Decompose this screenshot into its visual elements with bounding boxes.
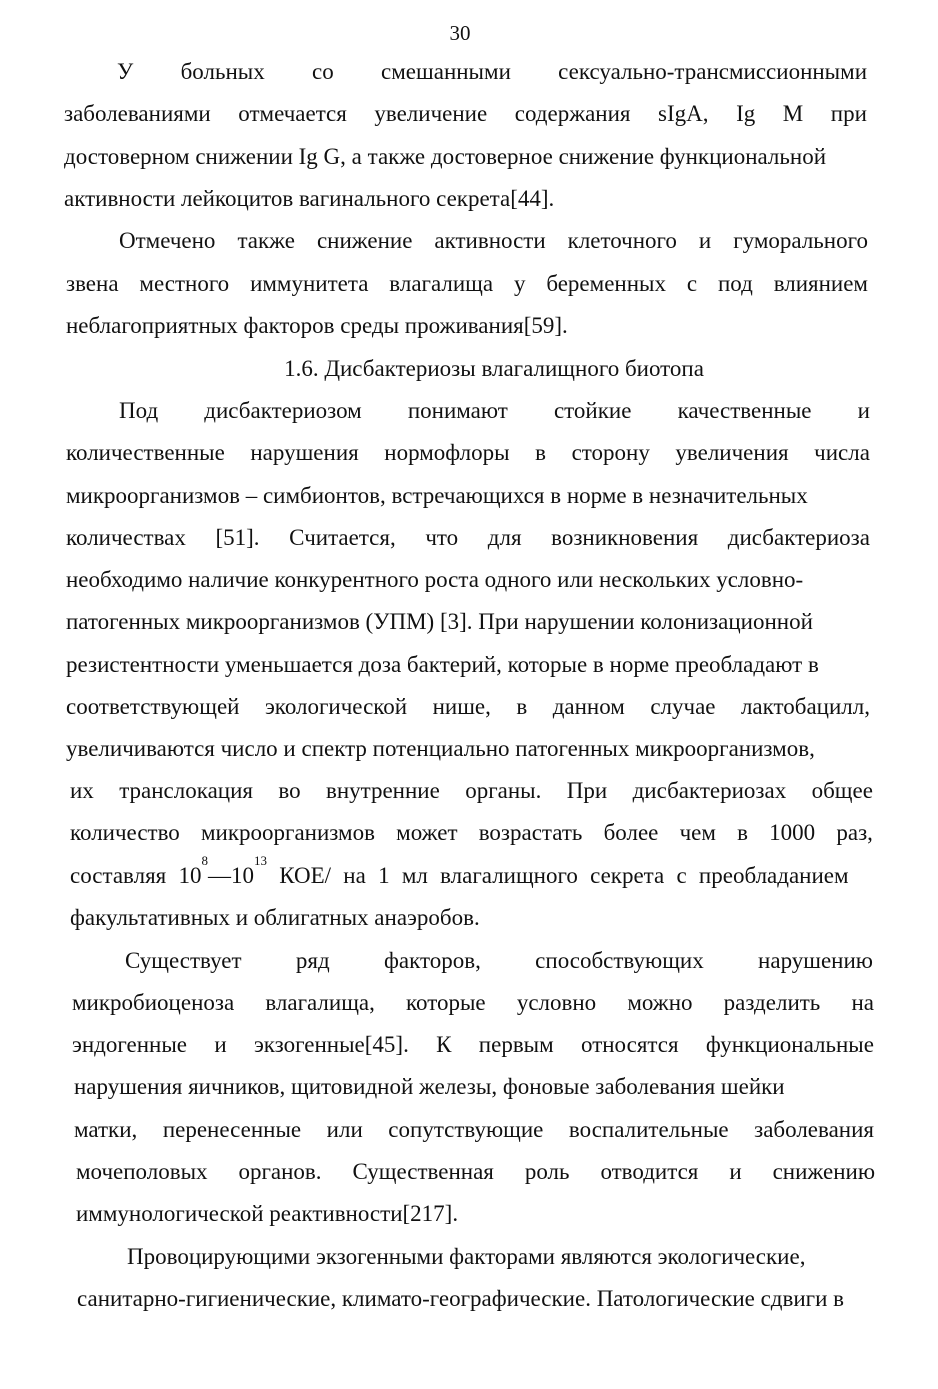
text-line: иммунологической реактивности[217]. — [76, 1201, 459, 1226]
word: в — [737, 820, 748, 845]
text-line: увеличиваются число и спектр потенциально патогенных микроорганизмов, — [66, 736, 815, 761]
word: влиянием — [773, 271, 868, 296]
word: и — [729, 1159, 742, 1184]
text-line — [72, 988, 874, 1018]
word: для — [487, 525, 522, 550]
text-line: патогенных микроорганизмов (УПМ) [3]. При нарушении колонизационной — [66, 609, 813, 634]
word: нарушению — [758, 948, 873, 973]
word: К — [436, 1032, 452, 1057]
text-line: нарушения яичников, щитовидной железы, фоновые заболевания шейки — [74, 1074, 785, 1099]
word: возникновения — [551, 525, 699, 550]
text-line: микроорганизмов – симбионтов, встречающихся в норме в незначительных — [66, 483, 808, 508]
section-heading: 1.6. Дисбактериозы влагалищного биотопа — [284, 356, 704, 381]
text-line — [117, 57, 867, 87]
word: под — [717, 271, 753, 296]
word: функциональные — [705, 1032, 874, 1057]
word: Ig — [736, 101, 756, 126]
word: можно — [627, 990, 693, 1015]
word: сторону — [571, 440, 650, 465]
word: данном — [552, 694, 625, 719]
text-line: санитарно-гигиенические, климато-географические. Патологические сдвиги в — [77, 1286, 845, 1311]
text-fragment: —10 — [207, 863, 254, 888]
word: гуморального — [733, 228, 868, 253]
word: экзогенные[45]. — [253, 1032, 409, 1057]
text-line — [119, 226, 868, 256]
word: больных — [180, 59, 265, 84]
word: отводится — [600, 1159, 699, 1184]
word: звена — [66, 271, 119, 296]
word: воспалительные — [568, 1117, 729, 1142]
text-line: резистентности уменьшается доза бактерий, которые в норме преобладают в — [66, 652, 819, 677]
word: у — [513, 271, 526, 296]
word: во — [278, 778, 301, 803]
word: понимают — [407, 398, 508, 423]
word: может — [396, 820, 458, 845]
word: заболевания — [754, 1117, 874, 1142]
word: Отмечено — [119, 228, 216, 253]
word: сексуально-трансмиссионными — [558, 59, 867, 84]
word: ряд — [295, 948, 330, 973]
word: качественные — [677, 398, 812, 423]
word: случае — [650, 694, 716, 719]
word: снижению — [772, 1159, 875, 1184]
word: соответствующей — [66, 694, 240, 719]
word: влагалища, — [265, 990, 375, 1015]
word: чем — [679, 820, 716, 845]
word: относятся — [581, 1032, 679, 1057]
word: экологической — [264, 694, 408, 719]
text-line: факультативных и облигатных анаэробов. — [70, 905, 480, 930]
text-line — [66, 692, 870, 722]
word: местного — [139, 271, 230, 296]
word: со — [312, 59, 334, 84]
text-line — [72, 1030, 874, 1060]
word: внутренние — [325, 778, 440, 803]
text-fragment: КОЕ/ на 1 мл влагалищного секрета с преобладанием — [266, 863, 849, 888]
word: дисбактериозом — [204, 398, 362, 423]
text-line — [125, 946, 873, 976]
word: Считается, — [289, 525, 396, 550]
word: сопутствующие — [388, 1117, 544, 1142]
text-line: активности лейкоцитов вагинального секрета[44]. — [64, 186, 555, 211]
word: беременных — [546, 271, 666, 296]
word: микроорганизмов — [201, 820, 375, 845]
superscript: 13 — [253, 853, 267, 868]
text-line — [70, 818, 873, 848]
word: При — [566, 778, 608, 803]
word: 1000 — [769, 820, 816, 845]
word: нормофлоры — [384, 440, 510, 465]
word: микробиоценоза — [72, 990, 235, 1015]
word: активности — [434, 228, 546, 253]
word: роль — [524, 1159, 570, 1184]
text-line: достоверном снижении Ig G, а также достоверное снижение функциональной — [64, 144, 827, 169]
text-line — [64, 99, 867, 129]
word: также — [237, 228, 295, 253]
word: увеличение — [374, 101, 488, 126]
word: при — [830, 101, 867, 126]
word: возрастать — [478, 820, 583, 845]
word: sIgA, — [658, 101, 709, 126]
word: содержания — [514, 101, 631, 126]
word: отмечается — [238, 101, 347, 126]
word: Существенная — [352, 1159, 494, 1184]
word: в — [535, 440, 546, 465]
word: общее — [811, 778, 873, 803]
word: смешанными — [381, 59, 511, 84]
word: раз, — [836, 820, 873, 845]
word: на — [851, 990, 874, 1015]
word: и — [214, 1032, 227, 1057]
word: мочеполовых — [76, 1159, 208, 1184]
word: количественные — [66, 440, 225, 465]
word: стойкие — [553, 398, 632, 423]
word: органы. — [465, 778, 542, 803]
word: дисбактериозах — [632, 778, 787, 803]
word: количество — [70, 820, 180, 845]
word: нарушения — [250, 440, 359, 465]
word: заболеваниями — [64, 101, 211, 126]
word: Под — [119, 398, 159, 423]
text-fragment: составляя 10 — [70, 863, 202, 888]
word: лактобацилл, — [740, 694, 870, 719]
word: и — [698, 228, 712, 253]
word: первым — [478, 1032, 554, 1057]
word: снижение — [316, 228, 413, 253]
word: Существует — [125, 948, 242, 973]
text-line — [66, 523, 870, 553]
word: матки, — [74, 1117, 138, 1142]
word: эндогенные — [72, 1032, 187, 1057]
text-line — [66, 438, 870, 468]
word: перенесенные — [162, 1117, 302, 1142]
word: в — [516, 694, 528, 719]
word: их — [70, 778, 94, 803]
word: способствующих — [535, 948, 704, 973]
word: транслокация — [119, 778, 253, 803]
word: нише, — [432, 694, 491, 719]
text-line — [66, 269, 868, 299]
word: дисбактериоза — [727, 525, 870, 550]
superscript: 8 — [201, 853, 208, 868]
word: что — [425, 525, 459, 550]
page-number: 30 — [449, 21, 471, 45]
word: или — [326, 1117, 363, 1142]
word: увеличения — [675, 440, 789, 465]
word: органов. — [238, 1159, 322, 1184]
text-line: необходимо наличие конкурентного роста одного или нескольких условно- — [66, 567, 804, 592]
word: которые — [406, 990, 486, 1015]
word: разделить — [723, 990, 821, 1015]
word: M — [782, 101, 804, 126]
word: и — [857, 398, 870, 423]
word: факторов, — [384, 948, 481, 973]
word: количествах — [66, 525, 186, 550]
text-line — [119, 396, 870, 426]
text-line — [70, 776, 873, 806]
word: иммунитета — [250, 271, 369, 296]
text-line: Провоцирующими экзогенными факторами являются экологические, — [127, 1244, 806, 1269]
text-line — [74, 1115, 874, 1145]
text-line — [70, 853, 873, 891]
word: [51]. — [215, 525, 260, 550]
word: условно — [516, 990, 597, 1015]
word: влагалища — [389, 271, 494, 296]
word: с — [686, 271, 698, 296]
text-line: неблагоприятных факторов среды проживания[59]. — [66, 313, 568, 338]
word: более — [603, 820, 659, 845]
word: клеточного — [567, 228, 677, 253]
text-line — [76, 1157, 875, 1187]
word: числа — [814, 440, 870, 465]
word: У — [117, 59, 134, 84]
